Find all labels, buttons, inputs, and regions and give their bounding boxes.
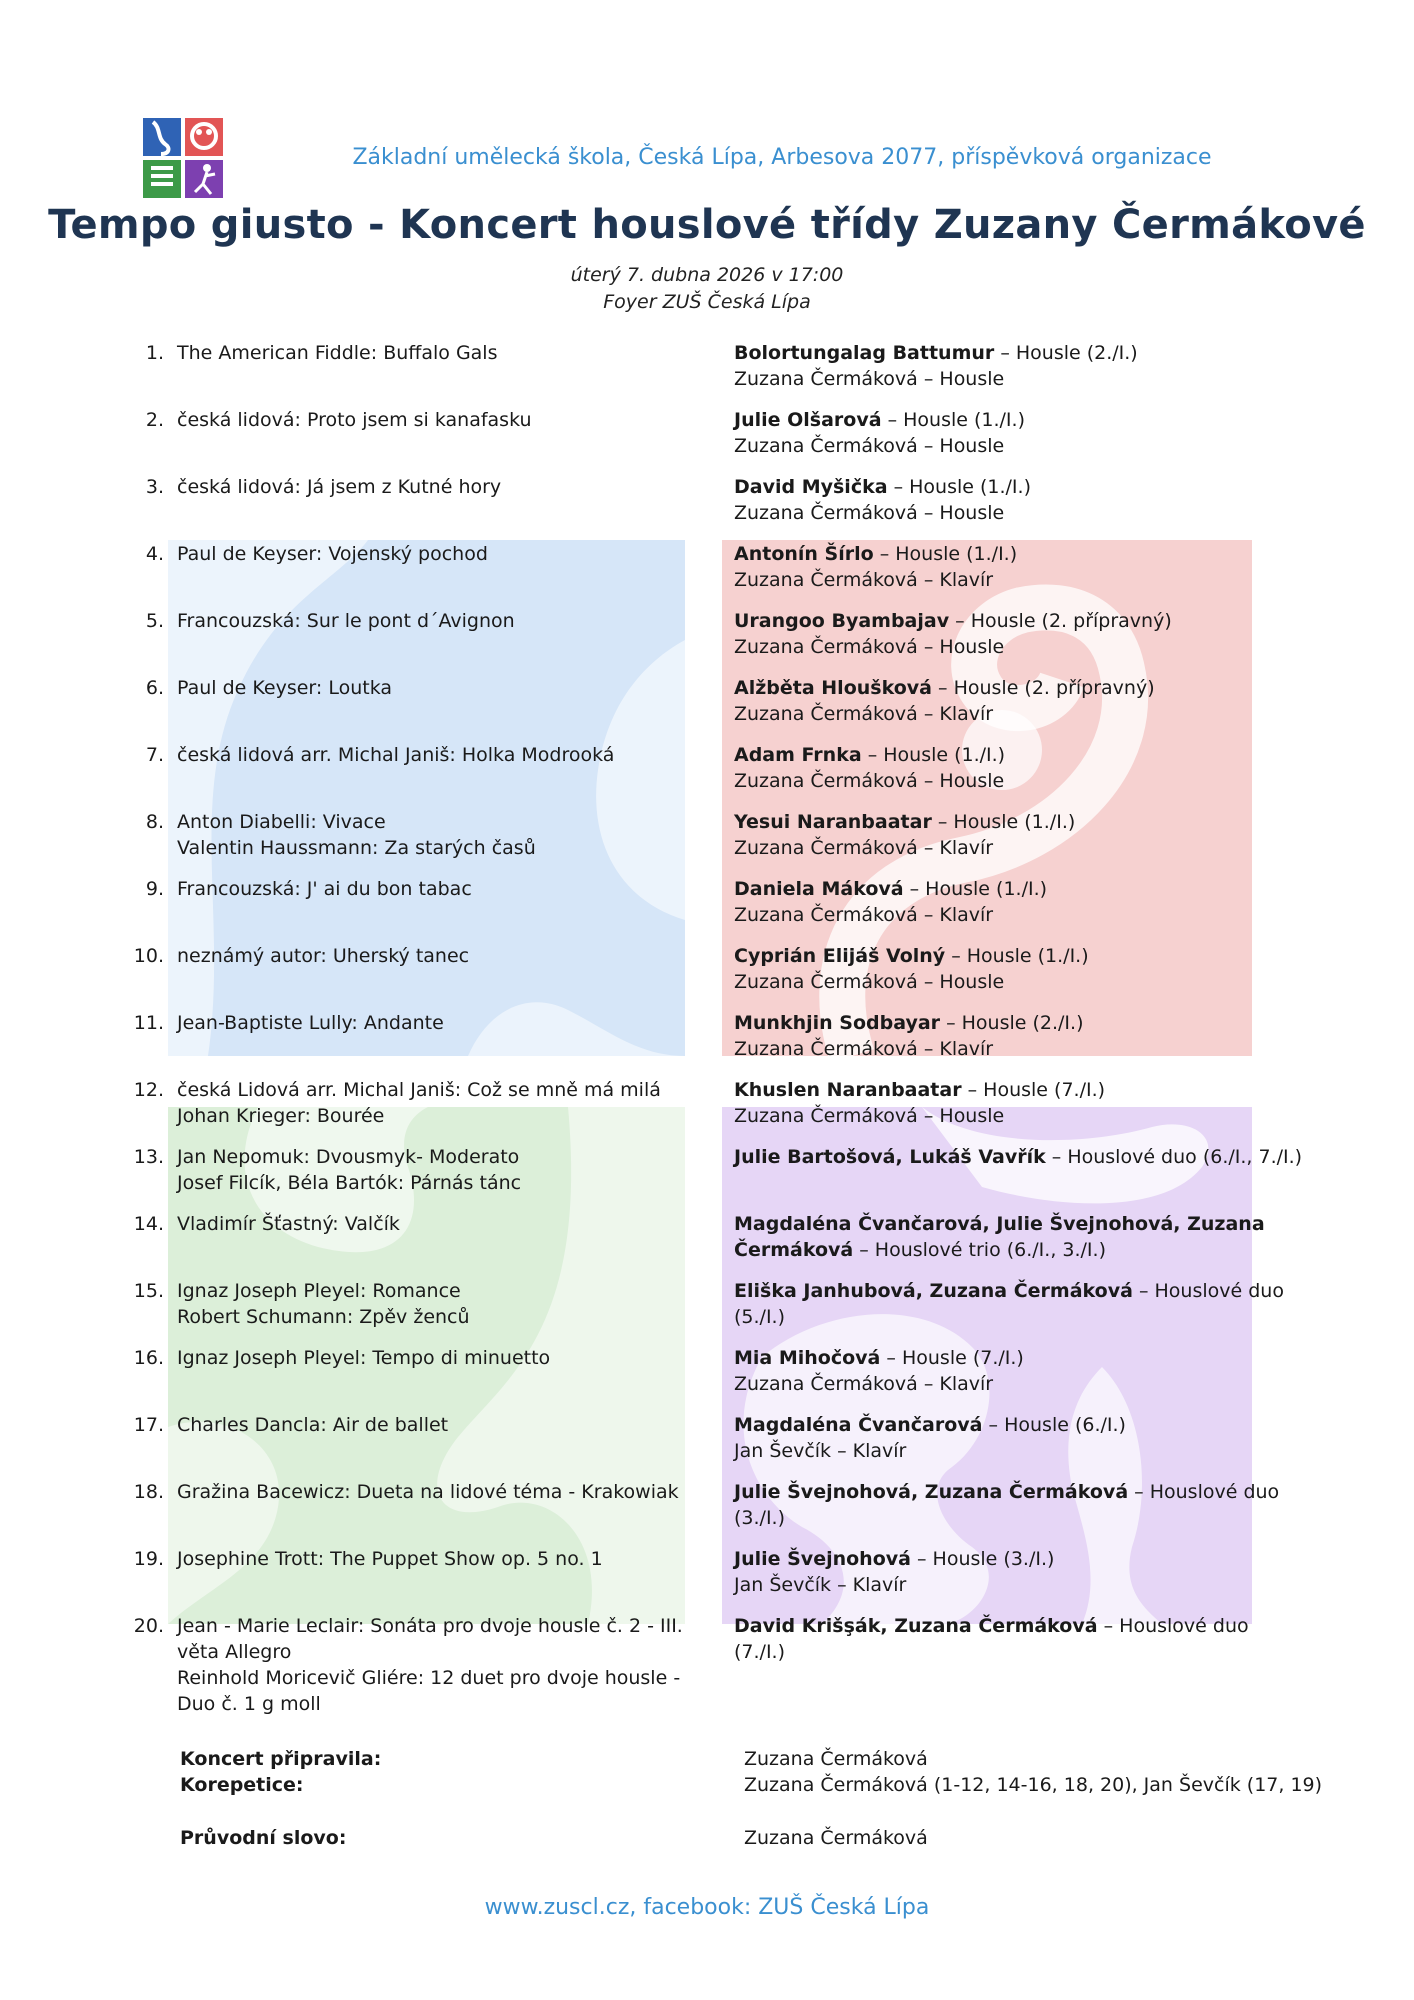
item-pieces [177,943,717,969]
item-performers [734,809,1304,861]
performer-line [734,876,1304,902]
piece-title: Robert Schumann: Zpěv ženců [177,1306,470,1328]
performer-line [734,742,1304,768]
item-number: 2. [145,409,164,431]
item-pieces [177,1278,717,1330]
piece-title: česká lidová: Já jsem z Kutné hory [177,476,502,498]
item-pieces [177,1345,717,1371]
piece-title: Ignaz Joseph Pleyel: Tempo di minuetto [177,1347,551,1369]
performer-role: – Housle (2. přípravný) [931,677,1155,699]
item-number: 9. [145,878,164,900]
piece-title: Josef Filcík, Béla Bartók: Párnás tánc [177,1172,522,1194]
performer-line [734,1211,1304,1263]
item-performers [734,943,1304,995]
piece-title: Francouzská: J' ai du bon tabac [177,878,472,900]
performer-name: Eliška Janhubová, Zuzana Čermáková [734,1280,1133,1302]
piece-title: Anton Diabelli: Vivace [177,811,386,833]
item-pieces [177,1546,717,1572]
performer-role: – Housle (1./I.) [861,744,1006,766]
performer-name: Julie Švejnohová [734,1548,911,1570]
performer-line [734,701,1304,727]
item-performers [734,1144,1304,1170]
performer-name: Julie Bartošová, Lukáš Vavřík [734,1146,1046,1168]
item-performers [734,407,1304,459]
performer-line [734,340,1304,366]
piece-title: Ignaz Joseph Pleyel: Romance [177,1280,461,1302]
performer-name: Mia Mihočová [734,1347,881,1369]
performer-line [734,1438,1304,1464]
performer-role: – Housle (1./I.) [945,945,1089,967]
performer-line [734,943,1304,969]
item-pieces [177,1144,717,1196]
performer-role: – Housle (1./I.) [931,811,1076,833]
item-number: 4. [145,543,164,565]
performer-name: Cyprián Elijáš Volný [734,945,946,967]
performer-line [734,608,1304,634]
performer-line [734,407,1304,433]
item-performers [734,1546,1304,1598]
piece-title: Francouzská: Sur le pont d´Avignon [177,610,515,632]
prepared-value: Zuzana Čermáková [744,1748,928,1770]
item-number: 13. [133,1146,164,1168]
performer-name: Julie Olšarová [734,409,882,431]
item-number: 3. [145,476,164,498]
performer-name: Antonín Šírlo [734,543,874,565]
item-pieces [177,474,717,500]
piece-title: Vladimír Šťastný: Valčík [177,1213,400,1235]
performer-line [734,1345,1304,1371]
item-performers [734,1278,1304,1330]
performer-line [734,1077,1304,1103]
item-number: 20. [133,1615,164,1637]
performer-line [734,1572,1304,1598]
performer-line [734,969,1304,995]
item-performers [734,1479,1304,1531]
piece-title: The American Fiddle: Buffalo Gals [177,342,498,364]
performer-line [734,1010,1304,1036]
performer-role: Zuzana Čermáková – Housle [734,435,1005,457]
piece-title: Jean-Baptiste Lully: Andante [177,1012,444,1034]
performer-role: – Housle (1./I.) [903,878,1048,900]
item-performers [734,541,1304,593]
piece-title: Valentin Haussmann: Za starých časů [177,837,536,859]
item-pieces [177,1010,717,1036]
performer-role: Zuzana Čermáková – Klavír [734,904,994,926]
item-performers [734,1211,1304,1263]
item-pieces [177,1211,717,1237]
performer-line [734,1278,1304,1330]
performer-name: Munkhjin Sodbayar [734,1012,941,1034]
performer-line [734,366,1304,392]
piece-title: Josephine Trott: The Puppet Show op. 5 no. 1 [177,1548,603,1570]
piece-title: neznámý autor: Uherský tanec [177,945,470,967]
item-number: 7. [145,744,164,766]
performer-line [734,433,1304,459]
performer-role: Zuzana Čermáková – Klavír [734,1373,994,1395]
piece-title: česká lidová: Proto jsem si kanafasku [177,409,532,431]
item-pieces [177,608,717,634]
performer-name: Julie Švejnohová, Zuzana Čermáková [734,1481,1129,1503]
piece-title: Johan Krieger: Bourée [177,1105,385,1127]
piece-title: česká Lidová arr. Michal Janiš: Což se mně má milá [177,1079,661,1101]
performer-role: – Housle (1./I.) [873,543,1018,565]
school-name: Základní umělecká škola, Česká Lípa, Arbesova 2077, příspěvková organizace [352,145,1212,170]
performer-name: Khuslen Naranbaatar [734,1079,962,1101]
performer-name: Magdaléna Čvančarová [734,1414,983,1436]
performer-line [734,567,1304,593]
piece-title: česká lidová arr. Michal Janiš: Holka Modrooká [177,744,615,766]
performer-name: Adam Frnka [734,744,862,766]
page-title: Tempo giusto - Koncert houslové třídy Zuzany Čermákové [48,202,1366,248]
performer-line [734,1144,1304,1170]
performer-name: Bolortungalag Battumur [734,342,995,364]
performer-line [734,1412,1304,1438]
performer-role: – Housle (6./I.) [982,1414,1126,1436]
item-performers [734,608,1304,660]
item-performers [734,1077,1304,1129]
performer-line [734,1546,1304,1572]
performer-role: – Housle (1./I.) [887,476,1031,498]
performer-role: Zuzana Čermáková – Housle [734,770,1005,792]
piece-title: Jean - Marie Leclair: Sonáta pro dvoje housle č. 2 - III. věta Allegro [177,1615,683,1663]
performer-role: Jan Ševčík – Klavír [734,1574,907,1596]
performer-line [734,1103,1304,1129]
item-pieces [177,340,717,366]
piece-title: Paul de Keyser: Vojenský pochod [177,543,488,565]
performer-line [734,768,1304,794]
performer-role: Zuzana Čermáková – Housle [734,971,1005,993]
item-performers [734,1010,1304,1062]
korepetice-label: Korepetice: [180,1774,304,1796]
piece-title: Jan Nepomuk: Dvousmyk- Moderato [177,1146,520,1168]
footer-links: www.zuscl.cz, facebook: ZUŠ Česká Lípa [484,1895,930,1920]
performer-line [734,1036,1304,1062]
item-number: 1. [145,342,164,364]
piece-title: Reinhold Moricevič Gliére: 12 duet pro dvoje housle - Duo č. 1 g moll [177,1667,681,1715]
item-number: 19. [133,1548,164,1570]
performer-role: – Houslové duo (5./I.) [734,1280,1284,1328]
item-performers [734,1345,1304,1397]
item-number: 15. [133,1280,164,1302]
item-number: 5. [145,610,164,632]
performer-role: – Housle (3./I.) [910,1548,1055,1570]
performer-role: – Housle (2./I.) [994,342,1138,364]
performer-line [734,809,1304,835]
item-performers [734,340,1304,392]
performer-role: Zuzana Čermáková – Housle [734,636,1005,658]
item-number: 10. [133,945,164,967]
piece-title: Gražina Bacewicz: Dueta na lidové téma - Krakowiak [177,1481,679,1503]
performer-role: – Houslové duo (3./I.) [734,1481,1280,1529]
concert-venue: Foyer ZUŠ Česká Lípa [603,291,811,313]
item-pieces [177,407,717,433]
item-pieces [177,742,717,768]
piece-title: Paul de Keyser: Loutka [177,677,393,699]
performer-name: Urangoo Byambajav [734,610,950,632]
performer-role: Zuzana Čermáková – Klavír [734,1038,994,1060]
word-label: Průvodní slovo: [180,1827,347,1849]
performer-line [734,1613,1304,1665]
item-performers [734,1412,1304,1464]
performer-role: – Houslové duo (7./I.) [734,1615,1249,1663]
item-pieces [177,675,717,701]
performer-name: Magdaléna Čvančarová, Julie Švejnohová, Zuzana Čermáková [734,1213,1265,1261]
performer-role: Zuzana Čermáková – Housle [734,368,1005,390]
item-number: 11. [133,1012,164,1034]
performer-role: Zuzana Čermáková – Klavír [734,703,994,725]
item-number: 12. [133,1079,164,1101]
performer-role: Zuzana Čermáková – Housle [734,502,1005,524]
performer-role: Jan Ševčík – Klavír [734,1440,907,1462]
performer-line [734,1479,1304,1531]
item-performers [734,876,1304,928]
word-value: Zuzana Čermáková [744,1827,928,1849]
performer-line [734,835,1304,861]
performer-name: David Krišşák, Zuzana Čermáková [734,1615,1098,1637]
prepared-label: Koncert připravila: [180,1748,382,1770]
performer-role: – Housle (1./I.) [881,409,1025,431]
performer-role: Zuzana Čermáková – Housle [734,1105,1005,1127]
item-pieces [177,1077,717,1129]
item-performers [734,675,1304,727]
performer-role: – Housle (7./I.) [880,1347,1024,1369]
performer-line [734,675,1304,701]
item-pieces [177,809,717,861]
performer-role: – Housle (2. přípravný) [949,610,1172,632]
item-number: 8. [145,811,164,833]
performer-role: – Housle (7./I.) [961,1079,1106,1101]
korepetice-value: Zuzana Čermáková (1-12, 14-16, 18, 20), Jan Ševčík (17, 19) [744,1774,1323,1796]
performer-role: – Houslové trio (6./I., 3./I.) [853,1239,1106,1261]
performer-role: Zuzana Čermáková – Klavír [734,569,994,591]
item-number: 16. [133,1347,164,1369]
performer-line [734,541,1304,567]
item-pieces [177,876,717,902]
item-number: 14. [133,1213,164,1235]
item-number: 17. [133,1414,164,1436]
item-pieces [177,1479,717,1505]
item-pieces [177,1613,717,1717]
item-performers [734,742,1304,794]
performer-role: – Houslové duo (6./I., 7./I.) [1045,1146,1303,1168]
piece-title: Charles Dancla: Air de ballet [177,1414,449,1436]
performer-role: – Housle (2./I.) [940,1012,1084,1034]
performer-name: Yesui Naranbaatar [734,811,932,833]
item-performers [734,474,1304,526]
performer-line [734,902,1304,928]
performer-name: Daniela Máková [734,878,904,900]
item-pieces [177,1412,717,1438]
performer-line [734,634,1304,660]
item-performers [734,1613,1304,1665]
item-number: 6. [145,677,164,699]
item-number: 18. [133,1481,164,1503]
performer-role: Zuzana Čermáková – Klavír [734,837,994,859]
performer-line [734,500,1304,526]
performer-name: David Myšička [734,476,888,498]
performer-name: Alžběta Hloušková [734,677,932,699]
concert-date: úterý 7. dubna 2026 v 17:00 [570,264,844,286]
item-pieces [177,541,717,567]
performer-line [734,1371,1304,1397]
performer-line [734,474,1304,500]
